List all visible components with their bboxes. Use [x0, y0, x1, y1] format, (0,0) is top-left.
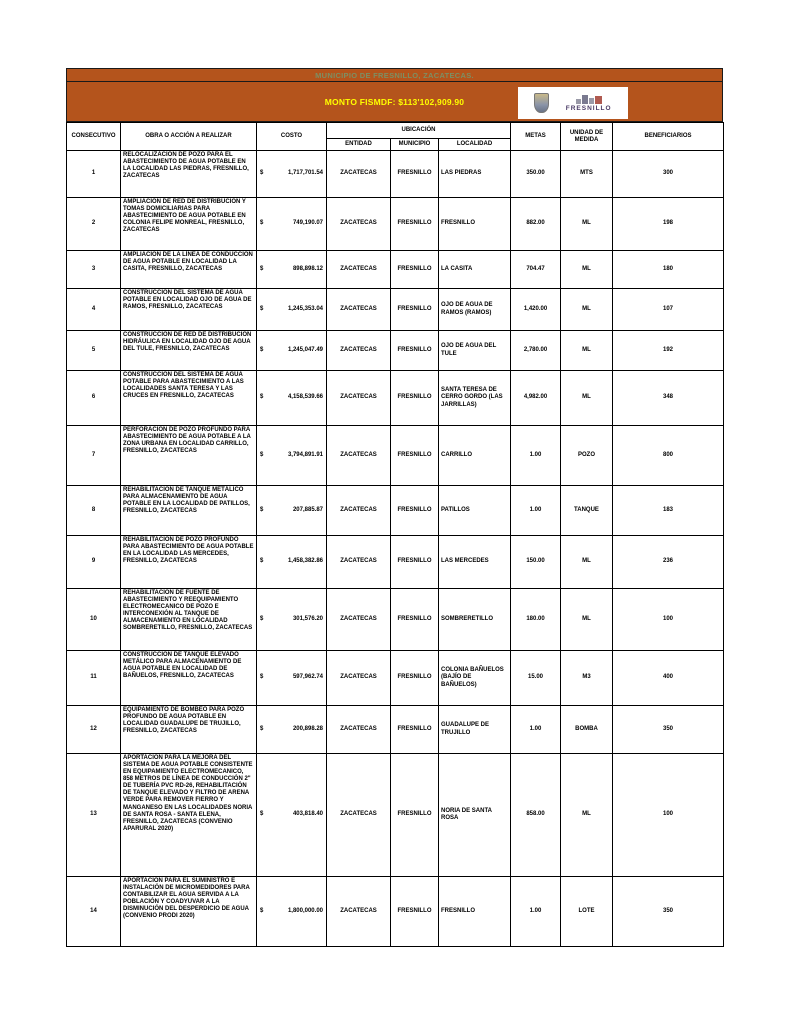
metas-cell: 2,780.00 [511, 331, 561, 371]
table-row [67, 251, 724, 289]
costo-cell [257, 589, 327, 651]
unidad-cell: ML [561, 331, 613, 371]
metas-cell: 350.00 [511, 151, 561, 198]
unidad-cell: ML [561, 589, 613, 651]
entidad-cell: ZACATECAS [327, 198, 391, 251]
currency-symbol: $ [260, 558, 264, 565]
costo-cell [257, 706, 327, 754]
beneficiarios-cell: 100 [613, 589, 724, 651]
entidad-cell: ZACATECAS [327, 536, 391, 589]
municipio-cell: FRESNILLO [391, 877, 439, 947]
beneficiarios-cell: 180 [613, 251, 724, 289]
beneficiarios-cell: 348 [613, 371, 724, 426]
consecutivo-cell: 12 [67, 706, 121, 754]
localidad-cell: LAS PIEDRAS [439, 151, 511, 198]
entidad-cell: ZACATECAS [327, 331, 391, 371]
column-header-metas: METAS [511, 123, 561, 151]
consecutivo-cell: 13 [67, 754, 121, 877]
metas-cell: 704.47 [511, 251, 561, 289]
municipio-cell: FRESNILLO [391, 371, 439, 426]
table-row [67, 371, 724, 426]
costo-cell [257, 651, 327, 706]
table-header [67, 123, 724, 151]
municipio-cell: FRESNILLO [391, 589, 439, 651]
entidad-cell: ZACATECAS [327, 486, 391, 536]
obra-cell: PERFORACIÓN DE POZO PROFUNDO PARA ABASTECIMIENTO DE AGUA POTABLE A LA ZONA URBANA EN LOCALIDAD CARRILLO, FRESNILLO, ZACATECAS [121, 426, 257, 486]
beneficiarios-cell: 350 [613, 706, 724, 754]
costo-value: 749,190.07 [292, 220, 323, 227]
entidad-cell: ZACATECAS [327, 754, 391, 877]
localidad-cell: OJO DE AGUA DE RAMOS (RAMOS) [439, 289, 511, 331]
costo-cell [257, 289, 327, 331]
currency-symbol: $ [260, 265, 264, 272]
costo-cell [257, 331, 327, 371]
costo-value: 1,458,382.86 [287, 558, 323, 565]
beneficiarios-cell: 107 [613, 289, 724, 331]
currency-symbol: $ [260, 394, 264, 401]
unidad-cell: POZO [561, 426, 613, 486]
metas-cell: 1.00 [511, 706, 561, 754]
municipio-cell: FRESNILLO [391, 331, 439, 371]
table-row [67, 651, 724, 706]
obra-cell: APORTACIÓN PARA EL SUMINISTRO E INSTALACIÓN DE MICROMEDIDORES PARA CONTABILIZAR EL AGUA SERVIDA A LA POBLACIÓN Y COADYUVAR A LA DISMINUCIÓN DEL DESPERDICIO DE AGUA (CONVENIO PRODI 2020) [121, 877, 257, 947]
metas-cell: 1.00 [511, 877, 561, 947]
table-row [67, 589, 724, 651]
unidad-cell: ML [561, 371, 613, 426]
localidad-cell: SANTA TERESA DE CERRO GORDO (LAS JARRILLAS) [439, 371, 511, 426]
currency-symbol: $ [260, 725, 264, 732]
currency-symbol: $ [260, 674, 264, 681]
entidad-cell: ZACATECAS [327, 426, 391, 486]
consecutivo-cell: 6 [67, 371, 121, 426]
obra-cell: RELOCALIZACIÓN DE POZO PARA EL ABASTECIMIENTO DE AGUA POTABLE EN LA LOCALIDAD LAS PIEDRAS, FRESNILLO, ZACATECAS [121, 151, 257, 198]
column-header-costo: COSTO [257, 123, 327, 151]
consecutivo-cell: 5 [67, 331, 121, 371]
table-row [67, 151, 724, 198]
beneficiarios-cell: 198 [613, 198, 724, 251]
costo-cell [257, 877, 327, 947]
consecutivo-cell: 10 [67, 589, 121, 651]
localidad-cell: FRESNILLO [439, 877, 511, 947]
metas-cell: 4,982.00 [511, 371, 561, 426]
unidad-cell: ML [561, 289, 613, 331]
localidad-cell: SOMBRERETILLO [439, 589, 511, 651]
consecutivo-cell: 3 [67, 251, 121, 289]
column-header-consecutivo: CONSECUTIVO [67, 123, 121, 151]
obra-cell: AMPLIACIÓN DE RED DE DISTRIBUCIÓN Y TOMAS DOMICILIARIAS PARA ABASTECIMIENTO DE AGUA POTABLE EN COLONIA FELIPE MONREAL, FRESNILLO, ZACATECAS [121, 198, 257, 251]
unidad-cell: TANQUE [561, 486, 613, 536]
costo-cell [257, 198, 327, 251]
beneficiarios-cell: 100 [613, 754, 724, 877]
costo-value: 1,717,701.54 [287, 170, 323, 177]
currency-symbol: $ [260, 305, 264, 312]
currency-symbol: $ [260, 811, 264, 818]
costo-value: 403,818.40 [292, 811, 323, 818]
table-row [67, 198, 724, 251]
currency-symbol: $ [260, 907, 264, 914]
entidad-cell: ZACATECAS [327, 877, 391, 947]
monto-band [66, 81, 723, 122]
localidad-cell: OJO DE AGUA DEL TULE [439, 331, 511, 371]
table-row [67, 706, 724, 754]
metas-cell: 180.00 [511, 589, 561, 651]
obra-cell: REHABILITACIÓN DE POZO PROFUNDO PARA ABASTECIMIENTO DE AGUA POTABLE EN LA LOCALIDAD LAS MERCEDES, FRESNILLO, ZACATECAS [121, 536, 257, 589]
localidad-cell: FRESNILLO [439, 198, 511, 251]
table-row [67, 536, 724, 589]
localidad-cell: COLONIA BAÑUELOS (BAJÍO DE BAÑUELOS) [439, 651, 511, 706]
costo-cell [257, 486, 327, 536]
obra-cell: CONSTRUCCIÓN DEL SISTEMA DE AGUA POTABLE PARA ABASTECIMIENTO A LAS LOCALIDADES SANTA TERESA Y LAS CRUCES EN FRESNILLO, ZACATECAS [121, 371, 257, 426]
currency-symbol: $ [260, 220, 264, 227]
municipio-cell: FRESNILLO [391, 706, 439, 754]
costo-value: 1,245,047.49 [287, 346, 323, 353]
costo-value: 4,158,539.66 [287, 394, 323, 401]
obra-cell: CONSTRUCCIÓN DEL SISTEMA DE AGUA POTABLE EN LOCALIDAD OJO DE AGUA DE RAMOS, FRESNILLO, ZACATECAS [121, 289, 257, 331]
localidad-cell: NORIA DE SANTA ROSA [439, 754, 511, 877]
coat-of-arms-icon [534, 93, 549, 113]
consecutivo-cell: 14 [67, 877, 121, 947]
costo-value: 597,962.74 [292, 674, 323, 681]
consecutivo-cell: 11 [67, 651, 121, 706]
costo-cell [257, 536, 327, 589]
consecutivo-cell: 8 [67, 486, 121, 536]
costo-value: 3,794,891.91 [287, 451, 323, 458]
costo-value: 898,898.12 [292, 265, 323, 272]
entidad-cell: ZACATECAS [327, 151, 391, 198]
table-row [67, 331, 724, 371]
obra-cell: REHABILITACIÓN DE FUENTE DE ABASTECIMIENTO Y REEQUIPAMIENTO ELECTROMECANICO DE POZO E INTERCONEXIÓN AL TANQUE DE ALMACENAMIENTO EN LOCALIDAD SOMBRERETILLO, FRESNILLO, ZACATECAS [121, 589, 257, 651]
metas-cell: 1.00 [511, 486, 561, 536]
unidad-cell: BOMBA [561, 706, 613, 754]
municipio-cell: FRESNILLO [391, 426, 439, 486]
obra-cell: AMPLIACIÓN DE LA LÍNEA DE CONDUCCIÓN DE AGUA POTABLE EN LOCALIDAD LA CASITA, FRESNILLO, ZACATECAS [121, 251, 257, 289]
costo-value: 200,898.28 [292, 725, 323, 732]
municipio-cell: FRESNILLO [391, 651, 439, 706]
beneficiarios-cell: 183 [613, 486, 724, 536]
metas-cell: 882.00 [511, 198, 561, 251]
metas-cell: 858.00 [511, 754, 561, 877]
obra-cell: CONSTRUCCIÓN DE TANQUE ELEVADO METÁLICO PARA ALMACENAMIENTO DE AGUA POTABLE EN LOCALIDAD DE BAÑUELOS, FRESNILLO, ZACATECAS [121, 651, 257, 706]
currency-symbol: $ [260, 615, 264, 622]
beneficiarios-cell: 400 [613, 651, 724, 706]
skyline-icon [569, 95, 609, 104]
obra-cell: APORTACIÓN PARA LA MEJORA DEL SISTEMA DE AGUA POTABLE CONSISTENTE EN EQUIPAMIENTO ELECTROMECANICO, 858 METROS DE LÍNEA DE CONDUCCIÓN 2" DE TUBERÍA PVC RD-26, REHABILITACIÓN DE TANQUE ELEVADO Y FILTRO DE ARENA VERDE PARA REMOVER FIERRO Y MANGANESO EN LAS LOCALIDADES NORIA DE SANTA ROSA - SANTA ELENA, FRESNILLO, ZACATECAS (CONVENIO APARURAL 2020) [121, 754, 257, 877]
monto-fismdf-label: MONTO FISMDF: $113'102,909.90 [324, 96, 465, 107]
costo-cell [257, 371, 327, 426]
localidad-cell: PATILLOS [439, 486, 511, 536]
table-body [67, 151, 724, 947]
consecutivo-cell: 1 [67, 151, 121, 198]
costo-cell [257, 426, 327, 486]
currency-symbol: $ [260, 451, 264, 458]
metas-cell: 150.00 [511, 536, 561, 589]
column-header-municipio: MUNICIPIO [391, 139, 439, 151]
consecutivo-cell: 7 [67, 426, 121, 486]
unidad-cell: ML [561, 754, 613, 877]
municipio-cell: FRESNILLO [391, 754, 439, 877]
entidad-cell: ZACATECAS [327, 289, 391, 331]
unidad-cell: ML [561, 198, 613, 251]
document-title: MUNICIPIO DE FRESNILLO, ZACATECAS. [315, 71, 474, 80]
fresnillo-logo [566, 95, 612, 112]
table-row [67, 877, 724, 947]
currency-symbol: $ [260, 170, 264, 177]
localidad-cell: CARRILLO [439, 426, 511, 486]
costo-value: 301,576.20 [292, 615, 323, 622]
obra-cell: CONSTRUCCIÓN DE RED DE DISTRIBUCIÓN HIDRÁULICA EN LOCALIDAD OJO DE AGUA DEL TULE, FRESNILLO, ZACATECAS [121, 331, 257, 371]
localidad-cell: LAS MERCEDES [439, 536, 511, 589]
beneficiarios-cell: 800 [613, 426, 724, 486]
currency-symbol: $ [260, 346, 264, 353]
costo-cell [257, 151, 327, 198]
column-header-localidad: LOCALIDAD [439, 139, 511, 151]
column-header-entidad: ENTIDAD [327, 139, 391, 151]
entidad-cell: ZACATECAS [327, 651, 391, 706]
metas-cell: 1.00 [511, 426, 561, 486]
table-row [67, 426, 724, 486]
consecutivo-cell: 4 [67, 289, 121, 331]
unidad-cell: ML [561, 536, 613, 589]
consecutivo-cell: 9 [67, 536, 121, 589]
localidad-cell: LA CASITA [439, 251, 511, 289]
obra-cell: EQUIPAMIENTO DE BOMBEO PARA POZO PROFUNDO DE AGUA POTABLE EN LOCALIDAD GUADALUPE DE TRUJILLO, FRESNILLO, ZACATECAS [121, 706, 257, 754]
municipio-cell: FRESNILLO [391, 151, 439, 198]
entidad-cell: ZACATECAS [327, 251, 391, 289]
localidad-cell: GUADALUPE DE TRUJILLO [439, 706, 511, 754]
costo-value: 1,800,000.00 [287, 907, 323, 914]
metas-cell: 1,420.00 [511, 289, 561, 331]
entidad-cell: ZACATECAS [327, 371, 391, 426]
currency-symbol: $ [260, 506, 264, 513]
unidad-cell: MTS [561, 151, 613, 198]
document-sheet [66, 68, 723, 947]
entidad-cell: ZACATECAS [327, 706, 391, 754]
table-row [67, 486, 724, 536]
works-table [66, 122, 724, 947]
costo-value: 1,245,353.04 [287, 305, 323, 312]
unidad-cell: M3 [561, 651, 613, 706]
municipio-cell: FRESNILLO [391, 198, 439, 251]
costo-cell [257, 754, 327, 877]
beneficiarios-cell: 350 [613, 877, 724, 947]
document-title-band [66, 68, 723, 81]
costo-value: 207,885.87 [292, 506, 323, 513]
consecutivo-cell: 2 [67, 198, 121, 251]
obra-cell: REHABILITACIÓN DE TANQUE METÁLICO PARA ALMACENAMIENTO DE AGUA POTABLE EN LA LOCALIDAD DE PATILLOS, FRESNILLO, ZACATECAS [121, 486, 257, 536]
fresnillo-logo-text: FRESNILLO [565, 104, 612, 112]
column-header-beneficiarios: BENEFICIARIOS [613, 123, 724, 151]
beneficiarios-cell: 300 [613, 151, 724, 198]
metas-cell: 15.00 [511, 651, 561, 706]
unidad-cell: LOTE [561, 877, 613, 947]
entidad-cell: ZACATECAS [327, 589, 391, 651]
beneficiarios-cell: 236 [613, 536, 724, 589]
table-row [67, 289, 724, 331]
unidad-cell: ML [561, 251, 613, 289]
column-header-unidad: UNIDAD DE MEDIDA [561, 123, 613, 151]
beneficiarios-cell: 192 [613, 331, 724, 371]
table-row [67, 754, 724, 877]
column-header-ubicacion: UBICACIÓN [327, 123, 511, 139]
municipio-cell: FRESNILLO [391, 251, 439, 289]
column-header-obra: OBRA O ACCIÓN A REALIZAR [121, 123, 257, 151]
costo-cell [257, 251, 327, 289]
municipio-cell: FRESNILLO [391, 486, 439, 536]
logo-box [518, 87, 628, 119]
municipio-cell: FRESNILLO [391, 289, 439, 331]
municipio-cell: FRESNILLO [391, 536, 439, 589]
